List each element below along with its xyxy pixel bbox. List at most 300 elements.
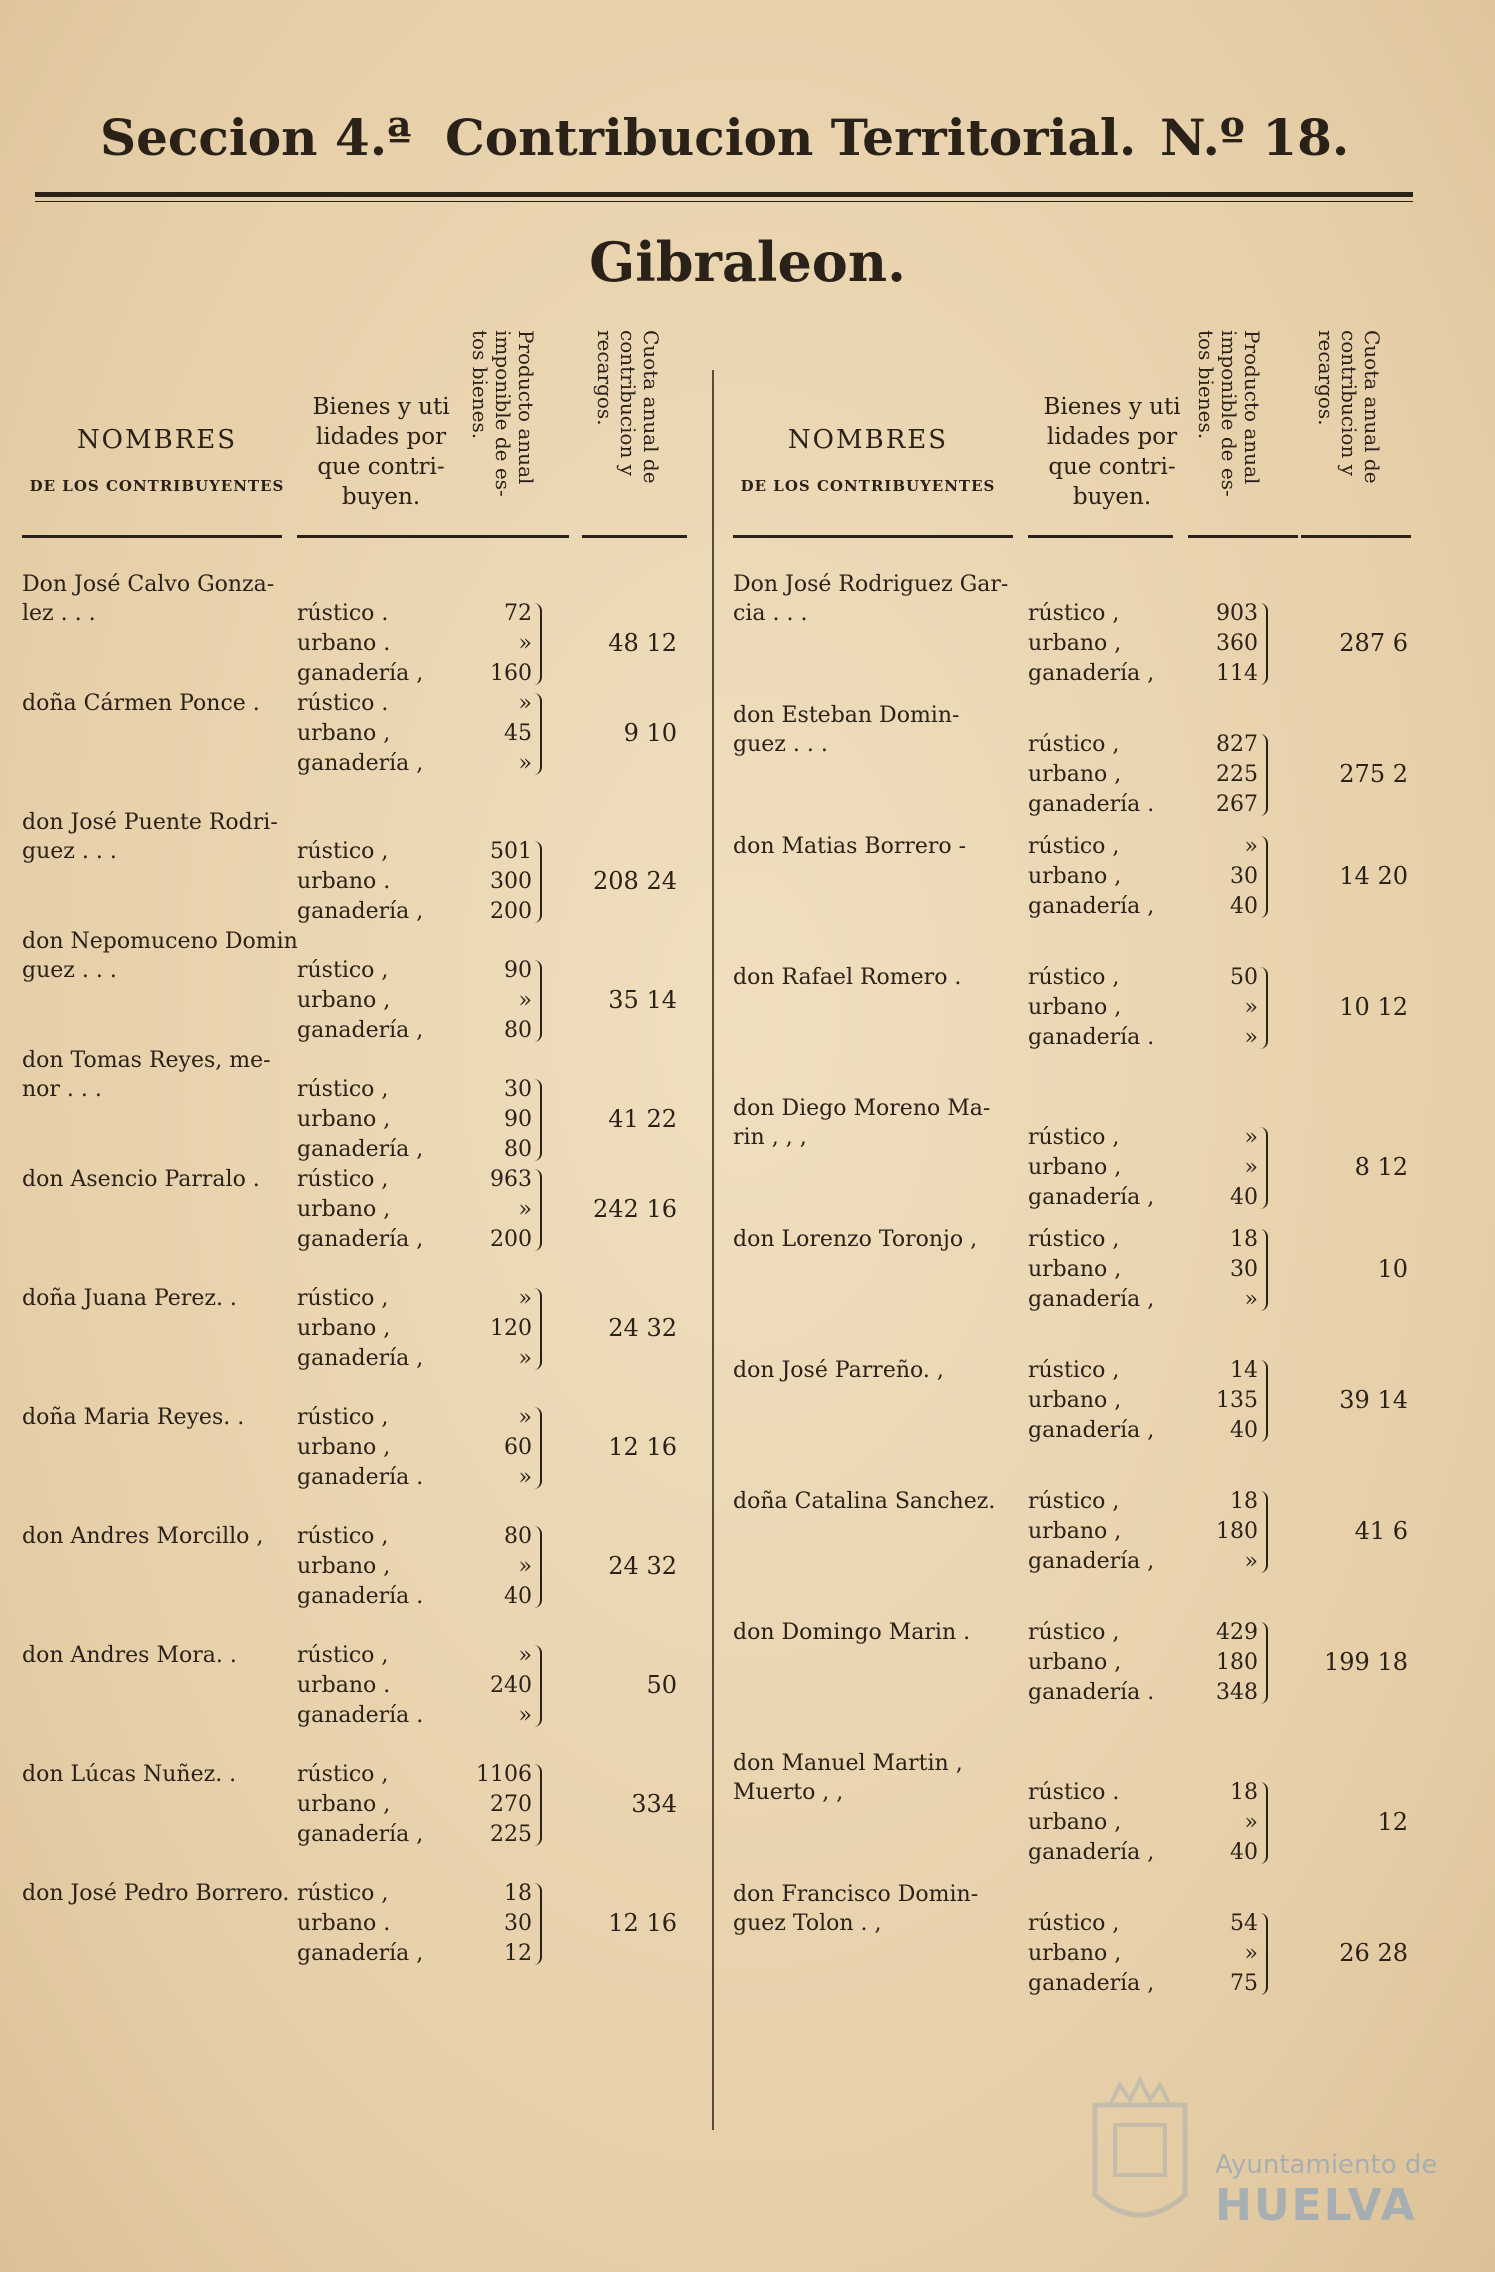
product-amount: 903 [1216,601,1258,626]
contributor-name-line: don Domingo Marin . [733,1620,971,1645]
contributor-name-line: don Asencio Parralo . [22,1167,260,1192]
property-types [1028,832,1188,922]
product-amount: 267 [1216,792,1258,817]
property-type: rústico , [1028,601,1120,626]
property-type: urbano , [1028,1650,1122,1675]
property-types [297,837,457,927]
product-amounts [1198,963,1258,1053]
contributor-entry [733,963,1423,1113]
header-producto [1183,330,1263,530]
contributor-entry [733,1880,1423,2030]
product-amounts [1198,1123,1258,1213]
property-type: ganadería . [297,1584,424,1609]
nombres-label: NOMBRES [76,425,238,455]
property-type: rústico , [1028,834,1120,859]
property-type: rústico , [297,1286,389,1311]
product-amounts [472,1760,532,1850]
grouping-brace [534,693,542,775]
contributor-name [733,1618,1023,1647]
product-amount: » [1244,1941,1258,1966]
contributor-name-line: cia . . . [733,601,808,626]
property-types [297,1879,457,1969]
product-amounts [1198,1909,1258,1999]
right-column [733,330,1423,2130]
product-amount: » [518,988,532,1013]
header-number: N.º 18. [1160,108,1350,167]
header-underline [457,535,569,538]
product-amount: 45 [504,721,532,746]
property-type: ganadería , [297,1822,424,1847]
contributor-name-line: don Rafael Romero . [733,965,962,990]
contributor-name-line: Muerto , , [733,1780,844,1805]
bienes-label-line: lidades por [1046,424,1178,450]
contributor-name-line: don Lúcas Nuñez. . [22,1762,237,1787]
contributor-name [22,1522,312,1551]
contributor-name [733,1225,1023,1254]
contributor-name-line: don Diego Moreno Ma- [733,1096,991,1121]
property-type: rústico , [1028,1911,1120,1936]
product-amount: » [518,1465,532,1490]
property-types [297,1522,457,1612]
product-amount: 225 [1216,762,1258,787]
annual-quota: 287 6 [1339,629,1408,657]
contributor-entry [733,570,1423,720]
property-types [1028,1487,1188,1577]
bienes-label-line: que contri- [317,454,445,480]
contributor-name-line: guez . . . [22,958,117,983]
annual-quota: 9 10 [623,719,677,747]
contributor-name-line: don José Parreño. , [733,1358,944,1383]
header-underline [1301,535,1411,538]
contributor-name [22,1760,312,1789]
contributor-name [22,808,312,866]
annual-quota: 50 [646,1671,677,1699]
property-type: ganadería , [297,1018,424,1043]
product-amounts [472,837,532,927]
contribuyentes-label: DE LOS CONTRIBUYENTES [740,477,996,495]
product-amount: 360 [1216,631,1258,656]
contributor-entry [733,1749,1423,1899]
product-amount: » [518,1554,532,1579]
grouping-brace [1260,1913,1268,1995]
property-type: ganadería . [297,1465,424,1490]
contributor-name-line: doña Juana Perez. . [22,1286,237,1311]
contributor-name [22,1879,312,1908]
property-type: urbano , [297,1435,391,1460]
property-types [297,956,457,1046]
product-amount: » [1244,1025,1258,1050]
property-type: ganadería , [1028,661,1155,686]
page-header [100,108,1360,178]
contributor-name-line: don José Pedro Borrero. [22,1881,290,1906]
product-amount: 14 [1230,1358,1258,1383]
property-type: urbano . [297,1673,391,1698]
product-amount: 160 [490,661,532,686]
product-amount: 72 [504,601,532,626]
grouping-brace [534,1407,542,1489]
property-type: rústico . [297,601,389,626]
property-types [1028,1225,1188,1315]
product-amount: 18 [1230,1780,1258,1805]
product-amount: » [1244,1810,1258,1835]
header-nombres [733,425,1003,495]
property-types [297,1641,457,1731]
grouping-brace [534,841,542,923]
property-type: urbano , [297,1554,391,1579]
product-amount: 200 [490,1227,532,1252]
product-amounts [472,956,532,1046]
product-amount: 501 [490,839,532,864]
product-amount: 12 [504,1941,532,1966]
grouping-brace [1260,734,1268,816]
contributor-name-line: guez . . . [733,732,828,757]
property-types [297,1075,457,1165]
product-amount: 120 [490,1316,532,1341]
product-amount: » [1244,1549,1258,1574]
product-amount: 90 [504,958,532,983]
property-type: ganadería , [1028,1549,1155,1574]
contributor-name-line: guez Tolon . , [733,1911,882,1936]
property-type: urbano , [1028,762,1122,787]
header-underline [297,535,465,538]
product-amount: 300 [490,869,532,894]
property-type: ganadería , [297,661,424,686]
contributor-name-line: guez . . . [22,839,117,864]
product-amounts [472,1403,532,1493]
property-type: rústico , [297,1077,389,1102]
property-type: rústico , [297,1881,389,1906]
product-amount: » [1244,1155,1258,1180]
grouping-brace [534,1645,542,1727]
grouping-brace [534,960,542,1042]
header-underline [733,535,1013,538]
product-amount: 114 [1216,661,1258,686]
contributor-entry [733,1225,1423,1375]
product-amount: 80 [504,1137,532,1162]
product-amount: 180 [1216,1519,1258,1544]
annual-quota: 12 16 [608,1433,677,1461]
product-amount: » [518,631,532,656]
contributor-entry [733,1618,1423,1768]
annual-quota: 242 16 [593,1195,677,1223]
property-type: urbano , [297,1197,391,1222]
property-type: urbano , [1028,631,1122,656]
property-type: rústico , [1028,965,1120,990]
product-amount: 827 [1216,732,1258,757]
annual-quota: 208 24 [593,867,677,895]
product-amounts [1198,1225,1258,1315]
product-amount: » [1244,1287,1258,1312]
product-amounts [1198,1487,1258,1577]
annual-quota: 12 [1377,1808,1408,1836]
contributor-name-line: don José Puente Rodri- [22,810,278,835]
contribuyentes-label: DE LOS CONTRIBUYENTES [29,477,285,495]
property-types [1028,730,1188,820]
contributor-name [733,1749,1023,1807]
property-types [1028,1909,1188,1999]
property-type: urbano , [297,721,391,746]
product-amount: 30 [504,1911,532,1936]
product-amount: 50 [1230,965,1258,990]
product-amount: 40 [1230,894,1258,919]
header-underline [22,535,282,538]
grouping-brace [534,1764,542,1846]
watermark-line1: Ayuntamiento de [1215,2150,1438,2180]
contributor-name [22,1403,312,1432]
contributor-name-line: don Tomas Reyes, me- [22,1048,271,1073]
property-type: ganadería , [1028,1287,1155,1312]
product-amount: 270 [490,1792,532,1817]
contributor-name [22,1165,312,1194]
property-types [1028,1123,1188,1213]
property-type: rústico , [1028,1227,1120,1252]
product-amounts [472,1284,532,1374]
product-amount: 135 [1216,1388,1258,1413]
annual-quota: 12 16 [608,1909,677,1937]
cuota-label: Cuota anual de contribucion y recargos. [593,330,663,484]
product-amount: 80 [504,1524,532,1549]
property-type: urbano , [1028,1388,1122,1413]
grouping-brace [534,1526,542,1608]
property-type: urbano , [297,1107,391,1132]
contributor-name-line: don Francisco Domin- [733,1882,979,1907]
header-cuota [582,330,662,530]
product-amounts [472,1075,532,1165]
contributor-name-line: don Nepomuceno Domin [22,929,298,954]
annual-quota: 41 6 [1354,1517,1408,1545]
contributor-name [733,1880,1023,1938]
contributor-entry [733,1487,1423,1637]
product-amounts [472,599,532,689]
bienes-label-line: que contri- [1048,454,1176,480]
property-type: ganadería , [297,1346,424,1371]
property-type: rústico , [297,1643,389,1668]
property-type: urbano , [1028,864,1122,889]
property-type: ganadería , [1028,894,1155,919]
annual-quota: 14 20 [1339,862,1408,890]
contributor-name-line: doña Maria Reyes. . [22,1405,245,1430]
property-type: rústico . [297,691,389,716]
property-type: rústico , [297,839,389,864]
product-amount: 60 [504,1435,532,1460]
header-rule [35,192,1413,197]
header-bienes [297,392,465,512]
property-type: urbano , [1028,1941,1122,1966]
grouping-brace [1260,836,1268,918]
bienes-label-line: lidades por [315,424,447,450]
place-title: Gibraleon. [589,230,906,294]
cuota-label: Cuota anual de contribucion y recargos. [1314,330,1384,484]
producto-label: Producto anual imponible de es- tos bienes. [468,330,538,497]
contributor-entry [733,1094,1423,1244]
product-amount: » [518,1405,532,1430]
contributor-name [22,1641,312,1670]
product-amounts [472,1879,532,1969]
property-type: rústico , [1028,1125,1120,1150]
product-amounts [472,1641,532,1731]
annual-quota: 334 [631,1790,677,1818]
grouping-brace [1260,1127,1268,1209]
product-amount: » [518,1703,532,1728]
contributor-name-line: don Lorenzo Toronjo , [733,1227,978,1252]
grouping-brace [534,1169,542,1251]
grouping-brace [1260,1622,1268,1704]
contributor-name [733,570,1023,628]
product-amount: 90 [504,1107,532,1132]
product-amounts [472,689,532,779]
contributor-name [733,832,1023,861]
product-amount: » [1244,834,1258,859]
contributor-name-line: don Manuel Martin , [733,1751,963,1776]
product-amount: » [518,1346,532,1371]
product-amount: 348 [1216,1680,1258,1705]
product-amounts [472,1165,532,1255]
property-type: ganadería , [1028,1840,1155,1865]
product-amounts [1198,1356,1258,1446]
contributor-name [733,963,1023,992]
property-type: urbano , [1028,1155,1122,1180]
product-amount: 200 [490,899,532,924]
property-type: ganadería , [1028,1418,1155,1443]
product-amount: 18 [1230,1489,1258,1514]
annual-quota: 39 14 [1339,1386,1408,1414]
property-type: rústico , [297,1167,389,1192]
product-amount: 40 [1230,1185,1258,1210]
property-type: rústico , [297,1405,389,1430]
property-type: urbano , [297,1316,391,1341]
watermark-text [1215,2150,1437,2231]
product-amount: 240 [490,1673,532,1698]
header-underline [582,535,687,538]
product-amount: 1106 [476,1762,532,1787]
property-type: ganadería . [297,1703,424,1728]
contributor-name [22,927,312,985]
watermark-line2: HUELVA [1215,2180,1417,2231]
contributor-name-line: don Andres Morcillo , [22,1524,264,1549]
property-type: rústico , [1028,1489,1120,1514]
annual-quota: 26 28 [1339,1939,1408,1967]
annual-quota: 199 18 [1324,1648,1408,1676]
contributor-name [22,1284,312,1313]
product-amount: 18 [504,1881,532,1906]
property-types [1028,1356,1188,1446]
property-type: ganadería , [1028,1185,1155,1210]
contributor-name-line: doña Catalina Sanchez. [733,1489,996,1514]
property-type: rústico , [1028,1620,1120,1645]
property-type: urbano , [1028,1810,1122,1835]
product-amount: 75 [1230,1971,1258,1996]
product-amount: 180 [1216,1650,1258,1675]
grouping-brace [534,1883,542,1965]
property-type: rústico , [1028,732,1120,757]
product-amount: » [518,1197,532,1222]
header-rule-thin [35,201,1413,202]
header-cuota [1303,330,1383,530]
contributor-entry [733,1356,1423,1506]
product-amount: » [1244,995,1258,1020]
property-type: ganadería . [1028,792,1155,817]
contributor-entry [733,832,1423,982]
product-amount: 40 [1230,1418,1258,1443]
property-types [297,1165,457,1255]
property-type: ganadería , [297,1227,424,1252]
property-type: rústico , [297,958,389,983]
property-type: rústico , [1028,1358,1120,1383]
annual-quota: 275 2 [1339,760,1408,788]
bienes-label-line: Bienes y uti [312,394,450,420]
property-type: rústico . [1028,1780,1120,1805]
property-type: urbano . [297,869,391,894]
property-types [297,599,457,689]
product-amount: 80 [504,1018,532,1043]
property-type: ganadería , [297,1137,424,1162]
bienes-label-line: Bienes y uti [1043,394,1181,420]
producto-label: Producto anual imponible de es- tos bienes. [1194,330,1264,497]
property-type: ganadería , [1028,1971,1155,1996]
contributor-name [733,1487,1023,1516]
contributor-name-line: rin , , , [733,1125,807,1150]
product-amount: 40 [504,1584,532,1609]
product-amount: » [1244,1125,1258,1150]
header-underline [1028,535,1173,538]
property-types [1028,599,1188,689]
product-amount: 30 [504,1077,532,1102]
grouping-brace [1260,1782,1268,1864]
grouping-brace [1260,1491,1268,1573]
product-amount: 225 [490,1822,532,1847]
header-bienes [1028,392,1196,512]
property-types [1028,1778,1188,1868]
column-divider [712,370,714,2130]
annual-quota: 10 12 [1339,993,1408,1021]
product-amount: 30 [1230,864,1258,889]
property-type: urbano , [1028,995,1122,1020]
property-type: ganadería , [297,751,424,776]
annual-quota: 48 12 [608,629,677,657]
product-amounts [1198,1618,1258,1708]
grouping-brace [1260,603,1268,685]
product-amount: » [518,1286,532,1311]
property-types [1028,1618,1188,1708]
property-types [297,1284,457,1374]
contributor-name-line: don Andres Mora. . [22,1643,237,1668]
contributor-entry [22,1879,702,2029]
contributor-name [22,1046,312,1104]
product-amounts [1198,832,1258,922]
contributor-name-line: don Esteban Domin- [733,703,960,728]
property-type: urbano . [297,631,391,656]
annual-quota: 24 32 [608,1552,677,1580]
product-amounts [1198,599,1258,689]
bienes-label-line: buyen. [1072,484,1152,510]
bienes-label-line: buyen. [341,484,421,510]
product-amount: » [518,691,532,716]
header-producto [457,330,537,530]
product-amount: 18 [1230,1227,1258,1252]
annual-quota: 10 [1377,1255,1408,1283]
property-type: urbano , [1028,1257,1122,1282]
product-amounts [1198,1778,1258,1868]
contributor-entry [733,701,1423,851]
annual-quota: 35 14 [608,986,677,1014]
property-types [297,1760,457,1850]
property-type: urbano . [297,1911,391,1936]
property-type: rústico , [297,1762,389,1787]
contributor-name [733,701,1023,759]
contributor-name [733,1094,1023,1152]
nombres-label: NOMBRES [787,425,949,455]
product-amount: » [518,1643,532,1668]
